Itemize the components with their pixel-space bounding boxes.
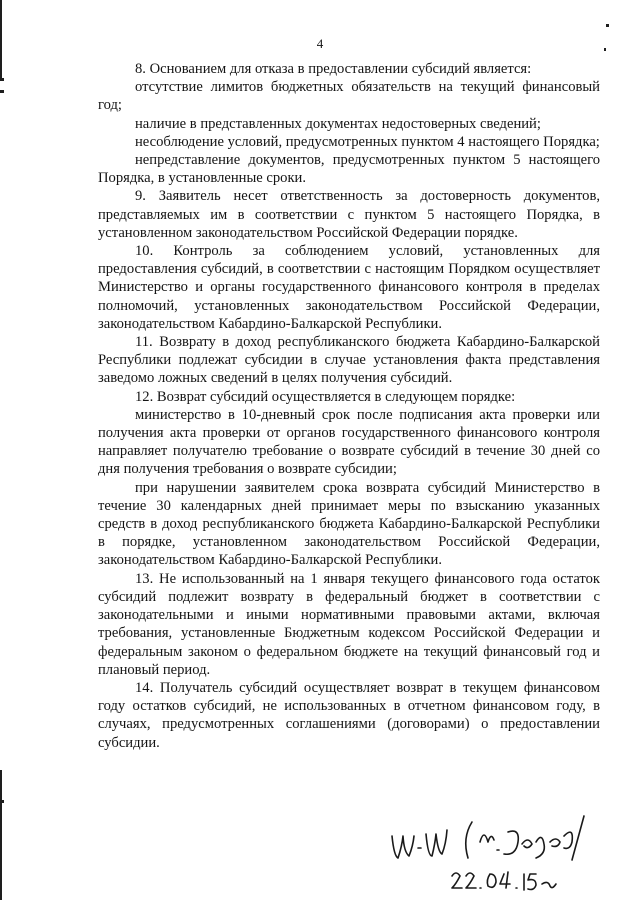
scan-edge-mark-top-right-2: [604, 48, 606, 51]
paragraph-13: 13. Не использованный на 1 января текущего финансового года остаток субсидий подлежит возврату в федеральный бюджет в соответствии с законодательными и иными нормативными правовыми актами, включая требования, установленные Бюджетным кодексом Российской Федерации и федеральным законом о федеральном бюджете на текущий финансовый год и плановый период.: [98, 570, 600, 678]
scan-edge-mark-left-3: [0, 800, 4, 803]
scan-edge-mark-top-right-1: [606, 24, 609, 27]
paragraph-14: 14. Получатель субсидий осуществляет возврат в текущем финансовом году остатков субсидий, не использованных в отчетном финансовом году, в случаях, предусмотренных соглашениями (договорами) о предоставлении субсидии.: [98, 679, 600, 751]
handwritten-signature: [380, 808, 620, 898]
paragraph-12-heading: 12. Возврат субсидий осуществляется в следующем порядке:: [135, 388, 516, 405]
paragraph-9: 9. Заявитель несет ответственность за достоверность документов, представляемых им в соответствии с пунктом 5 настоящего Порядка, в установленном законодательством Российской Федерации порядке.: [98, 188, 600, 241]
scan-edge-mark-top-left: [0, 0, 2, 80]
scan-edge-mark-left-2: [0, 90, 4, 93]
scan-edge-mark-bottom-left: [0, 770, 2, 900]
paragraph-8-heading: 8. Основанием для отказа в предоставлении субсидий является:: [135, 61, 532, 77]
scan-edge-mark-left-1: [0, 78, 4, 81]
paragraph-8-item-3: несоблюдение условий, предусмотренных пунктом 4 настоящего Порядка;: [135, 133, 600, 150]
document-body: [98, 60, 600, 752]
paragraph-12-item-2: при нарушении заявителем срока возврата субсидий Министерство в течение 30 календарных дней принимает меры по взысканию указанных средств в доход республиканского бюджета Кабардино-Балкарской Республики в порядке, установленном законодательством Российской Федерации, законодательством Кабардино-Балкарской Республики.: [98, 479, 600, 569]
page-number: 4: [316, 36, 324, 51]
paragraph-8-item-4: непредставление документов, предусмотренных пунктом 5 настоящего Порядка, в установленные сроки.: [98, 152, 600, 187]
paragraph-11: 11. Возврату в доход республиканского бюджета Кабардино-Балкарской Республики подлежат субсидии в случае установления факта представления заведомо ложных сведений в целях получения субсидий.: [98, 334, 600, 387]
paragraph-10: 10. Контроль за соблюдением условий, установленных для предоставления субсидий, в соответствии с настоящим Порядком осуществляет Министерство и органы государственного финансового контроля в пределах полномочий, установленных законодательством Российской Федерации, законодательством Кабардино-Балкарской Республики.: [98, 243, 600, 332]
paragraph-8-item-1: отсутствие лимитов бюджетных обязательств на текущий финансовый год;: [98, 79, 600, 114]
paragraph-12-item-1: министерство в 10-дневный срок после подписания акта проверки или получения акта проверки от органов государственного финансового контроля направляет получателю требование о возврате субсидий в течение 30 дней со дня получения требования о возврате субсидии;: [98, 406, 600, 478]
paragraph-8-item-2: наличие в представленных документах недостоверных сведений;: [135, 115, 541, 132]
